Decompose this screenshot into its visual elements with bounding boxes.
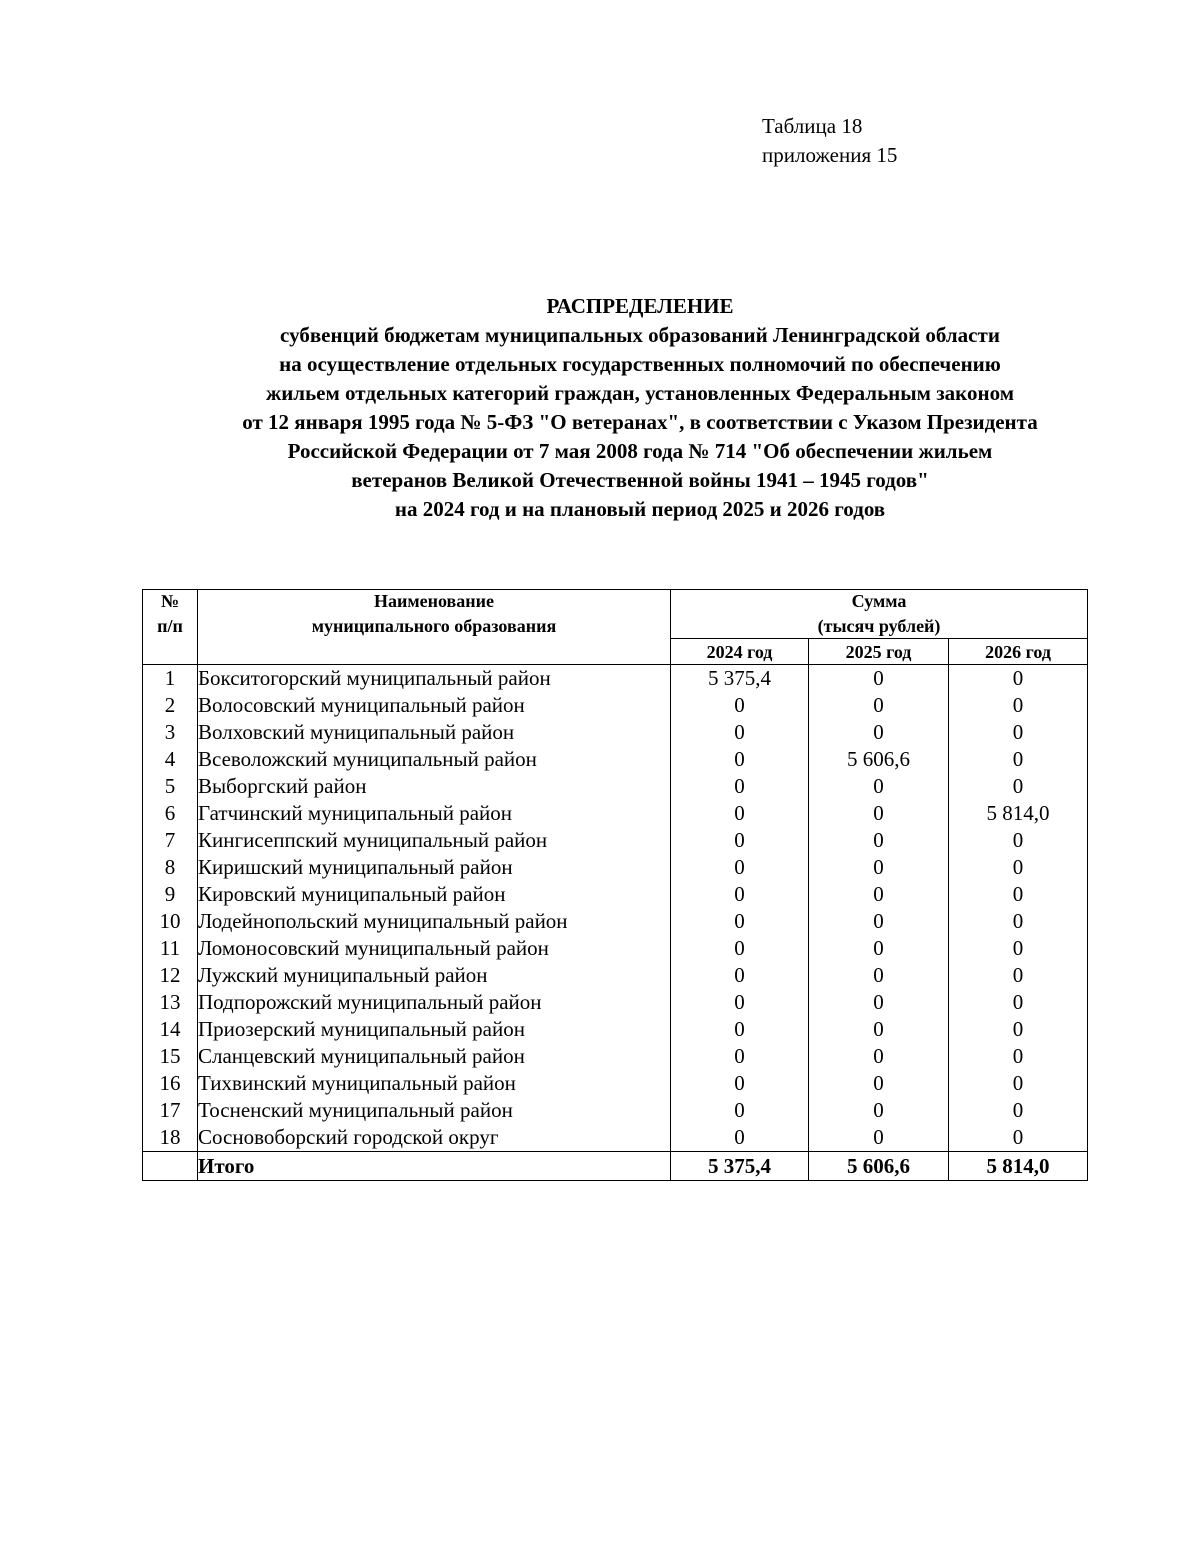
amount-2025: 0 — [809, 1043, 949, 1070]
municipality-name: Киришский муниципальный район — [198, 854, 671, 881]
row-number: 2 — [143, 692, 198, 719]
table-header-years-row — [143, 639, 1088, 665]
row-number: 13 — [143, 989, 198, 1016]
amount-2026: 0 — [949, 881, 1088, 908]
total-2026: 5 814,0 — [949, 1152, 1088, 1181]
municipality-name: Сланцевский муниципальный район — [198, 1043, 671, 1070]
title-line: субвенций бюджетам муниципальных образований Ленинградской области — [280, 323, 1000, 347]
table-row — [143, 719, 1088, 746]
amount-2026: 0 — [949, 935, 1088, 962]
row-number: 7 — [143, 827, 198, 854]
title-line: от 12 января 1995 года № 5-ФЗ "О ветеранах", в соответствии с Указом Президента — [242, 410, 1038, 434]
amount-2024: 0 — [671, 935, 809, 962]
amount-2024: 0 — [671, 1043, 809, 1070]
title-line: на осуществление отдельных государственных полномочий по обеспечению — [279, 352, 1001, 376]
table-total-row — [143, 1152, 1088, 1181]
amount-2024: 0 — [671, 1016, 809, 1043]
row-number: 14 — [143, 1016, 198, 1043]
row-number: 17 — [143, 1097, 198, 1124]
table-row — [143, 1043, 1088, 1070]
amount-2024: 0 — [671, 854, 809, 881]
header-num-blank — [143, 639, 198, 665]
municipality-name: Тосненский муниципальный район — [198, 1097, 671, 1124]
amount-2026: 5 814,0 — [949, 800, 1088, 827]
row-number: 5 — [143, 773, 198, 800]
municipality-name: Кингисеппский муниципальный район — [198, 827, 671, 854]
row-number: 15 — [143, 1043, 198, 1070]
amount-2025: 0 — [809, 665, 949, 693]
amount-2025: 5 606,6 — [809, 746, 949, 773]
amount-2026: 0 — [949, 1097, 1088, 1124]
title-line: на 2024 год и на плановый период 2025 и 2026 годов — [394, 497, 886, 521]
amount-2024: 0 — [671, 908, 809, 935]
header-name-line2: муниципального образования — [198, 616, 671, 639]
header-num-line1: № — [143, 590, 198, 617]
table-row — [143, 1097, 1088, 1124]
table-row — [143, 1124, 1088, 1152]
amount-2026: 0 — [949, 1070, 1088, 1097]
municipality-name: Сосновоборский городской округ — [198, 1124, 671, 1152]
table-row — [143, 989, 1088, 1016]
amount-2025: 0 — [809, 773, 949, 800]
amount-2026: 0 — [949, 719, 1088, 746]
amount-2026: 0 — [949, 827, 1088, 854]
amount-2025: 0 — [809, 935, 949, 962]
municipality-name: Кировский муниципальный район — [198, 881, 671, 908]
amount-2025: 0 — [809, 881, 949, 908]
row-number: 12 — [143, 962, 198, 989]
header-sum-line2: (тысяч рублей) — [671, 616, 1088, 639]
amount-2026: 0 — [949, 692, 1088, 719]
header-year-2026: 2026 год — [949, 639, 1088, 665]
amount-2024: 0 — [671, 1124, 809, 1152]
amount-2026: 0 — [949, 962, 1088, 989]
reference-appendix-number: приложения 15 — [762, 143, 898, 167]
table-row — [143, 962, 1088, 989]
municipality-name: Гатчинский муниципальный район — [198, 800, 671, 827]
header-name-blank — [198, 639, 671, 665]
row-number: 9 — [143, 881, 198, 908]
table-row — [143, 1070, 1088, 1097]
amount-2025: 0 — [809, 692, 949, 719]
table-header-row — [143, 590, 1088, 617]
header-num-line2: п/п — [143, 616, 198, 639]
table-row — [143, 800, 1088, 827]
amount-2025: 0 — [809, 800, 949, 827]
amount-2025: 0 — [809, 827, 949, 854]
amount-2026: 0 — [949, 1043, 1088, 1070]
header-year-2024: 2024 год — [671, 639, 809, 665]
amount-2025: 0 — [809, 1097, 949, 1124]
amount-2025: 0 — [809, 908, 949, 935]
amount-2024: 0 — [671, 746, 809, 773]
row-number: 6 — [143, 800, 198, 827]
reference-table-number: Таблица 18 — [762, 114, 863, 138]
municipality-name: Волосовский муниципальный район — [198, 692, 671, 719]
row-number: 1 — [143, 665, 198, 693]
amount-2025: 0 — [809, 1124, 949, 1152]
row-number: 16 — [143, 1070, 198, 1097]
municipality-name: Тихвинский муниципальный район — [198, 1070, 671, 1097]
title-line: ветеранов Великой Отечественной войны 1941 – 1945 годов" — [351, 468, 929, 492]
amount-2024: 0 — [671, 773, 809, 800]
header-name-line1: Наименование — [198, 590, 671, 617]
row-number: 8 — [143, 854, 198, 881]
table-row — [143, 665, 1088, 693]
row-number: 11 — [143, 935, 198, 962]
amount-2024: 5 375,4 — [671, 665, 809, 693]
municipality-name: Приозерский муниципальный район — [198, 1016, 671, 1043]
total-number-blank — [143, 1152, 198, 1181]
municipality-name: Волховский муниципальный район — [198, 719, 671, 746]
amount-2025: 0 — [809, 854, 949, 881]
header-sum-line1: Сумма — [671, 590, 1088, 617]
amount-2026: 0 — [949, 1124, 1088, 1152]
amount-2024: 0 — [671, 827, 809, 854]
amount-2024: 0 — [671, 962, 809, 989]
distribution-table — [142, 589, 1088, 1181]
amount-2026: 0 — [949, 1016, 1088, 1043]
amount-2026: 0 — [949, 746, 1088, 773]
amount-2025: 0 — [809, 1016, 949, 1043]
table-row — [143, 908, 1088, 935]
total-label: Итого — [198, 1152, 671, 1181]
municipality-name: Выборгский район — [198, 773, 671, 800]
table-row — [143, 881, 1088, 908]
row-number: 10 — [143, 908, 198, 935]
title-heading: РАСПРЕДЕЛЕНИЕ — [546, 294, 734, 318]
row-number: 18 — [143, 1124, 198, 1152]
title-line: Российской Федерации от 7 мая 2008 года № 714 "Об обеспечении жильем — [287, 439, 993, 463]
municipality-name: Бокситогорский муниципальный район — [198, 665, 671, 693]
amount-2025: 0 — [809, 989, 949, 1016]
table-row — [143, 692, 1088, 719]
amount-2024: 0 — [671, 1070, 809, 1097]
municipality-name: Лужский муниципальный район — [198, 962, 671, 989]
municipality-name: Ломоносовский муниципальный район — [198, 935, 671, 962]
row-number: 3 — [143, 719, 198, 746]
municipality-name: Подпорожский муниципальный район — [198, 989, 671, 1016]
table-reference — [762, 112, 897, 170]
amount-2025: 0 — [809, 1070, 949, 1097]
amount-2024: 0 — [671, 719, 809, 746]
title-line: жильем отдельных категорий граждан, установленных Федеральным законом — [265, 381, 1015, 405]
amount-2024: 0 — [671, 989, 809, 1016]
header-year-2025: 2025 год — [809, 639, 949, 665]
amount-2024: 0 — [671, 881, 809, 908]
total-2025: 5 606,6 — [809, 1152, 949, 1181]
table-row — [143, 935, 1088, 962]
amount-2026: 0 — [949, 665, 1088, 693]
amount-2024: 0 — [671, 1097, 809, 1124]
amount-2025: 0 — [809, 719, 949, 746]
amount-2026: 0 — [949, 908, 1088, 935]
amount-2024: 0 — [671, 692, 809, 719]
table-row — [143, 827, 1088, 854]
municipality-name: Всеволожский муниципальный район — [198, 746, 671, 773]
table-header-row — [143, 616, 1088, 639]
document-title — [100, 292, 1180, 524]
amount-2026: 0 — [949, 854, 1088, 881]
table-row — [143, 1016, 1088, 1043]
row-number: 4 — [143, 746, 198, 773]
table-row — [143, 773, 1088, 800]
amount-2024: 0 — [671, 800, 809, 827]
total-2024: 5 375,4 — [671, 1152, 809, 1181]
municipality-name: Лодейнопольский муниципальный район — [198, 908, 671, 935]
amount-2026: 0 — [949, 989, 1088, 1016]
table-row — [143, 746, 1088, 773]
amount-2025: 0 — [809, 962, 949, 989]
table-row — [143, 854, 1088, 881]
amount-2026: 0 — [949, 773, 1088, 800]
